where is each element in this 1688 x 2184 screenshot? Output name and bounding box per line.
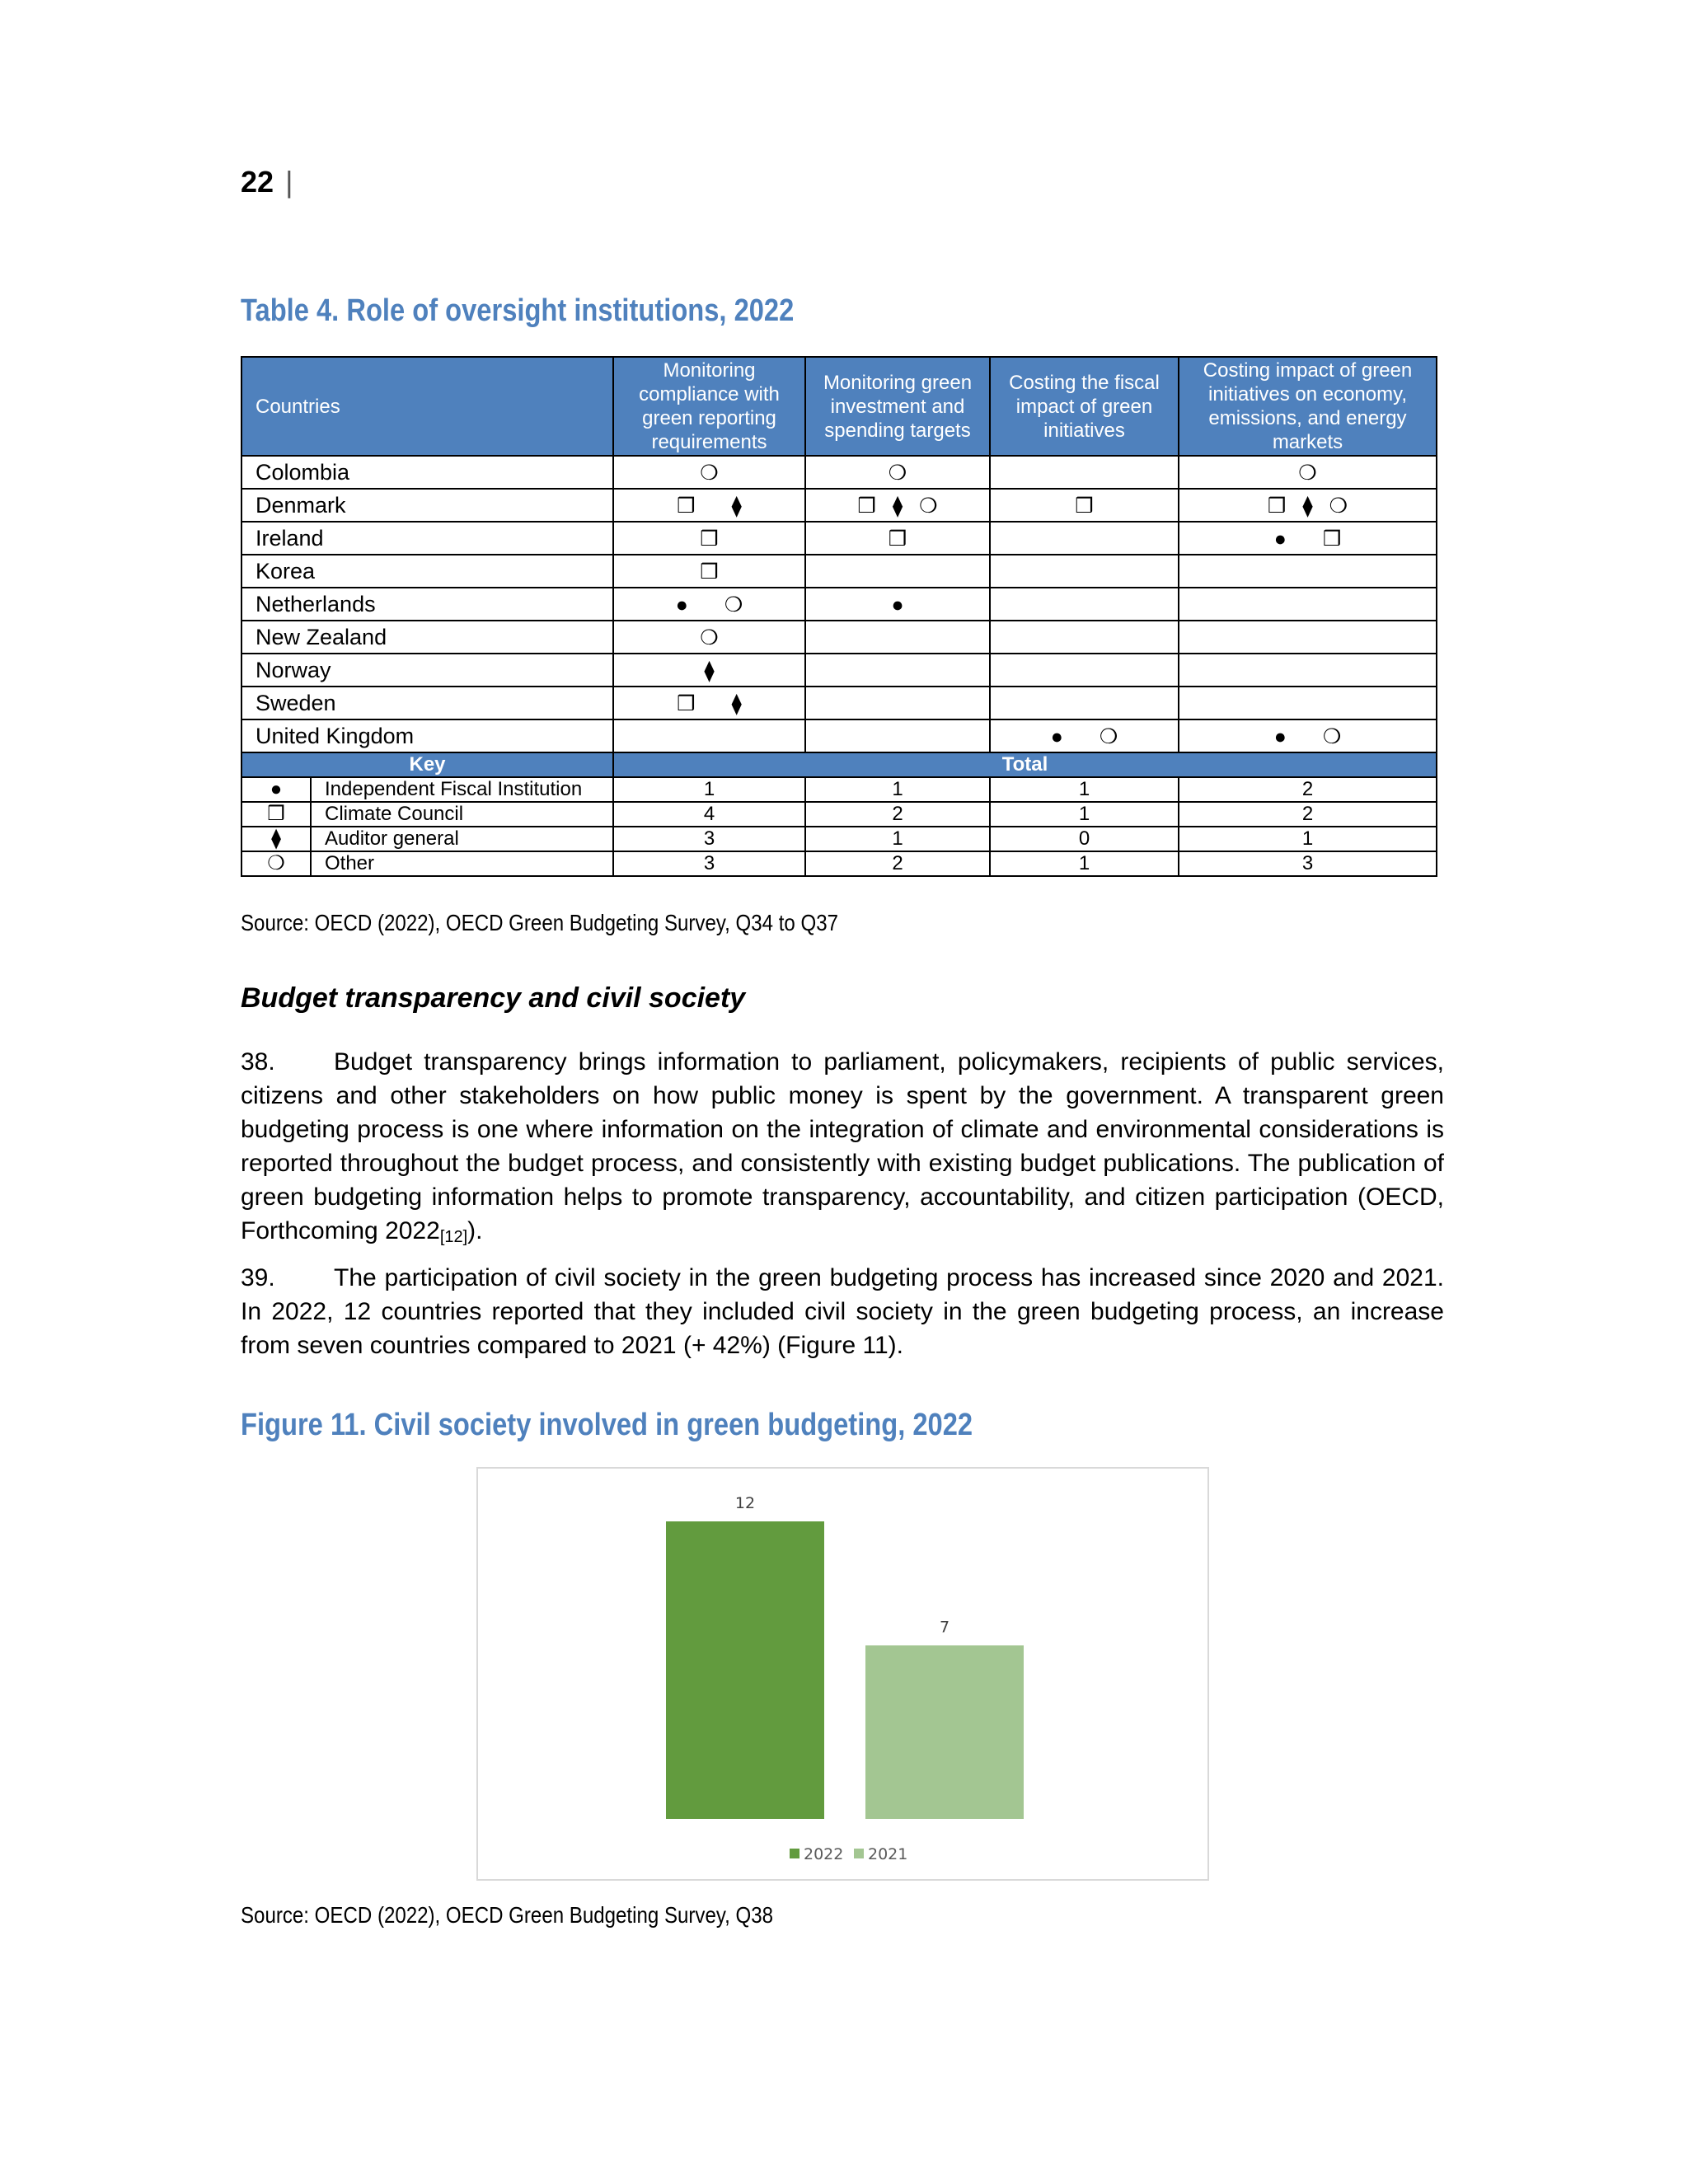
- total-value: 4: [613, 802, 805, 827]
- country-name: Korea: [241, 555, 613, 588]
- total-value: 0: [990, 827, 1179, 851]
- table-row: [241, 489, 1437, 522]
- paragraph-38: [241, 1045, 1444, 1254]
- institution-symbol: ❒: [888, 527, 907, 551]
- institution-symbol: ❍: [700, 461, 719, 485]
- institution-symbol: ❍: [888, 461, 907, 485]
- table-row: [241, 588, 1437, 621]
- total-value: 2: [805, 851, 990, 876]
- key-row: [241, 802, 1437, 827]
- institution-symbol: ❒: [857, 494, 876, 518]
- header-col-4: Costing impact of green initiatives on economy, emissions, and energy markets: [1179, 357, 1437, 456]
- total-value: 3: [613, 827, 805, 851]
- institution-symbol: ❒: [700, 527, 719, 551]
- role-cell: [1179, 654, 1437, 687]
- role-cell: [990, 687, 1179, 719]
- role-cell: [1179, 489, 1437, 522]
- country-rows: [241, 456, 1437, 752]
- paragraph-number: 38.: [241, 1048, 275, 1076]
- role-cell: [805, 555, 990, 588]
- total-value: 3: [613, 851, 805, 876]
- role-cell: [805, 489, 990, 522]
- institution-symbol: ❍: [724, 593, 743, 616]
- table-row: [241, 687, 1437, 719]
- total-value: 1: [990, 802, 1179, 827]
- role-cell: [990, 719, 1179, 752]
- role-cell: [1179, 588, 1437, 621]
- institution-symbol: ●: [1050, 724, 1063, 748]
- total-value: 3: [1179, 851, 1437, 876]
- table-row: [241, 654, 1437, 687]
- table-title: Table 4. Role of oversight institutions, 2022: [241, 293, 795, 328]
- institution-symbol: ⧫: [704, 658, 715, 682]
- institution-symbol: ●: [675, 593, 688, 616]
- table-header-row: [241, 357, 1437, 456]
- paragraph-text: Budget transparency brings information to parliament, policymakers, recipients of public services, citizens and other stakeholders on how public money is spent by the government. A transparent green budgeting process is one where information on the integration of climate and environmental considerations is reported throughout the budget process, and consistently with existing budget publications. The publication of green budgeting information helps to promote transparency, accountability, and citizen participation (OECD, Forthcoming 2022: [241, 1048, 1444, 1244]
- paragraph-reference: [12]: [439, 1228, 468, 1246]
- data-label-2022: 12: [734, 1494, 756, 1512]
- institution-symbol: ⧫: [731, 691, 742, 715]
- role-cell: [613, 588, 805, 621]
- bar-2022: [666, 1521, 824, 1819]
- legend-swatch-2021: [854, 1849, 864, 1858]
- institution-symbol: ❒: [1075, 494, 1094, 518]
- role-cell: [1179, 719, 1437, 752]
- key-header-row: [241, 752, 1437, 777]
- figure-title: Figure 11. Civil society involved in green budgeting, 2022: [241, 1408, 973, 1442]
- role-cell: [613, 456, 805, 489]
- paragraph-39: [241, 1261, 1444, 1362]
- table-row: [241, 522, 1437, 555]
- role-cell: [990, 588, 1179, 621]
- legend-label-2021: 2021: [868, 1845, 908, 1863]
- institution-symbol: ❍: [1322, 724, 1342, 748]
- role-cell: [613, 719, 805, 752]
- total-value: 1: [1179, 827, 1437, 851]
- country-name: United Kingdom: [241, 719, 613, 752]
- institution-symbol: ⧫: [1302, 494, 1313, 518]
- role-cell: [1179, 522, 1437, 555]
- total-value: 1: [805, 777, 990, 802]
- chart-canvas: [478, 1469, 1207, 1879]
- key-row: [241, 851, 1437, 876]
- section-title: Budget transparency and civil society: [241, 982, 746, 1014]
- institution-symbol: ●: [891, 593, 904, 616]
- data-label-2021: 7: [939, 1618, 950, 1637]
- role-cell: [805, 456, 990, 489]
- key-label-text: Climate Council: [311, 802, 613, 827]
- total-label: Total: [613, 752, 1437, 777]
- total-value: 1: [990, 851, 1179, 876]
- page-number-separator: |: [285, 165, 293, 199]
- table-row: [241, 555, 1437, 588]
- paragraph-tail: ).: [467, 1217, 483, 1244]
- key-row: [241, 777, 1437, 802]
- header-col-1: Monitoring compliance with green reporting requirements: [613, 357, 805, 456]
- role-cell: [805, 719, 990, 752]
- header-countries: Countries: [241, 357, 613, 456]
- role-cell: [613, 489, 805, 522]
- key-label: Key: [241, 752, 613, 777]
- header-col-2: Monitoring green investment and spending targets: [805, 357, 990, 456]
- role-cell: [990, 489, 1179, 522]
- institution-symbol: ❒: [700, 560, 719, 583]
- institution-symbol: ⧫: [892, 494, 903, 518]
- institution-symbol: ❒: [677, 494, 696, 518]
- country-name: Netherlands: [241, 588, 613, 621]
- key-symbol: ❍: [241, 851, 311, 876]
- total-value: 1: [990, 777, 1179, 802]
- table-row: [241, 719, 1437, 752]
- total-value: 2: [1179, 802, 1437, 827]
- header-col-3: Costing the fiscal impact of green initiatives: [990, 357, 1179, 456]
- key-symbol: ⧫: [241, 827, 311, 851]
- role-cell: [805, 687, 990, 719]
- role-cell: [990, 522, 1179, 555]
- institution-symbol: ❒: [1267, 494, 1287, 518]
- civil-society-bar-chart: [476, 1467, 1209, 1881]
- key-symbol: ●: [241, 777, 311, 802]
- role-cell: [805, 522, 990, 555]
- role-cell: [1179, 621, 1437, 654]
- oversight-institutions-table: [241, 356, 1437, 877]
- role-cell: [990, 555, 1179, 588]
- institution-symbol: ❍: [700, 626, 719, 649]
- role-cell: [613, 654, 805, 687]
- role-cell: [805, 621, 990, 654]
- role-cell: [805, 654, 990, 687]
- legend-swatch-2022: [790, 1849, 799, 1858]
- total-value: 1: [613, 777, 805, 802]
- key-row: [241, 827, 1437, 851]
- country-name: Norway: [241, 654, 613, 687]
- institution-symbol: ❍: [1298, 461, 1317, 485]
- institution-symbol: ❍: [1329, 494, 1348, 518]
- legend-label-2022: 2022: [804, 1845, 844, 1863]
- total-value: 2: [1179, 777, 1437, 802]
- institution-symbol: ❍: [919, 494, 938, 518]
- role-cell: [1179, 555, 1437, 588]
- country-name: Ireland: [241, 522, 613, 555]
- key-symbol: ❒: [241, 802, 311, 827]
- bar-2021: [865, 1645, 1024, 1819]
- key-label-text: Auditor general: [311, 827, 613, 851]
- key-label-text: Other: [311, 851, 613, 876]
- institution-symbol: ❒: [1322, 527, 1342, 551]
- total-value: 2: [805, 802, 990, 827]
- table-row: [241, 621, 1437, 654]
- institution-symbol: ❍: [1099, 724, 1118, 748]
- role-cell: [1179, 456, 1437, 489]
- country-name: Sweden: [241, 687, 613, 719]
- institution-symbol: ⧫: [731, 494, 742, 518]
- role-cell: [990, 654, 1179, 687]
- country-name: New Zealand: [241, 621, 613, 654]
- paragraph-number: 39.: [241, 1264, 275, 1291]
- role-cell: [613, 522, 805, 555]
- figure-source: Source: OECD (2022), OECD Green Budgeting Survey, Q38: [241, 1902, 774, 1928]
- institution-symbol: ❒: [677, 691, 696, 715]
- institution-symbol: ●: [1273, 724, 1287, 748]
- key-label-text: Independent Fiscal Institution: [311, 777, 613, 802]
- paragraph-text: The participation of civil society in the green budgeting process has increased since 2020 and 2021. In 2022, 12 countries reported that they included civil society in the green budgeting process, an increase from seven countries compared to 2021 (+ 42%) (Figure 11).: [241, 1264, 1444, 1359]
- role-cell: [613, 621, 805, 654]
- role-cell: [613, 555, 805, 588]
- table-source: Source: OECD (2022), OECD Green Budgeting Survey, Q34 to Q37: [241, 910, 838, 935]
- role-cell: [990, 621, 1179, 654]
- key-rows: [241, 752, 1437, 876]
- country-name: Colombia: [241, 456, 613, 489]
- table-row: [241, 456, 1437, 489]
- country-name: Denmark: [241, 489, 613, 522]
- page-number-value: 22: [241, 165, 274, 199]
- role-cell: [613, 687, 805, 719]
- page-number: [241, 165, 293, 199]
- total-value: 1: [805, 827, 990, 851]
- role-cell: [805, 588, 990, 621]
- role-cell: [1179, 687, 1437, 719]
- role-cell: [990, 456, 1179, 489]
- institution-symbol: ●: [1273, 527, 1287, 551]
